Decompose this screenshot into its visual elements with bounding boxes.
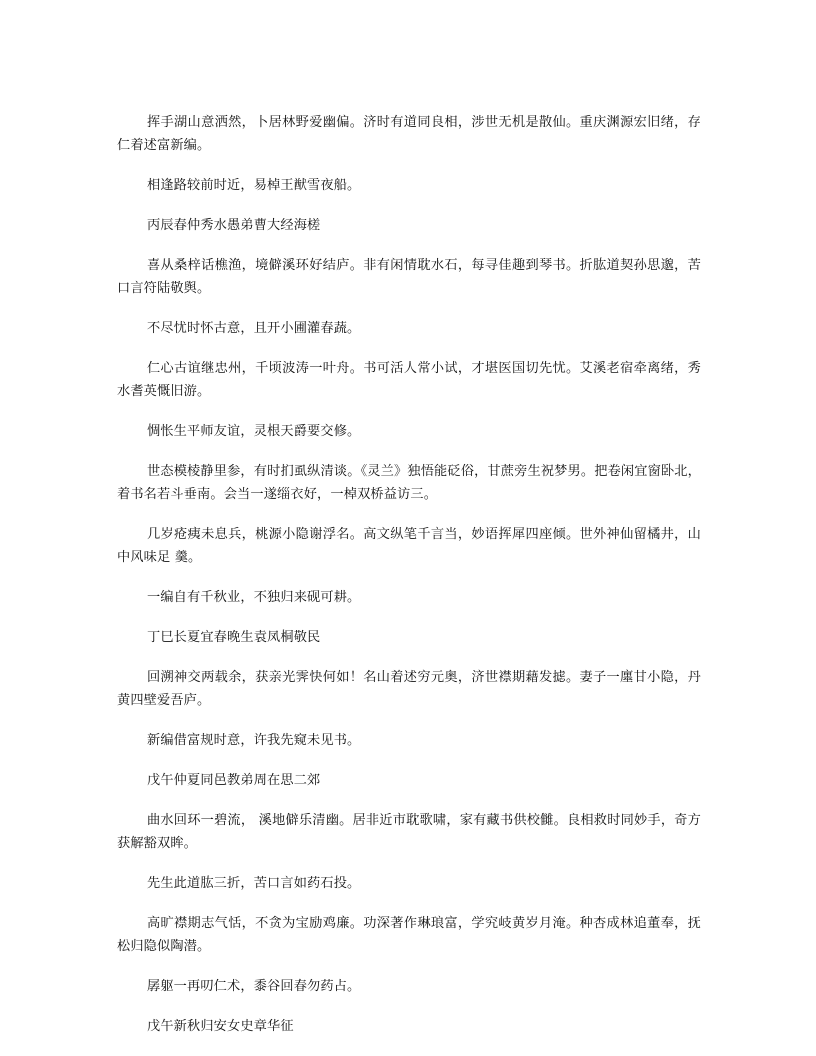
author-signature: 戊午仲夏同邑教弟周在思二郊 [147,773,321,788]
author-signature: 丙辰春仲秀水愚弟曹大经海槎 [147,218,321,233]
poem-paragraph: 曲水回环一碧流， 溪地僻乐清幽。居非近市耽歌啸，家有藏书供校雠。良相救时同妙手，奇方获解豁双眸。 [117,813,701,851]
poem-paragraph: 仁心古谊继忠州，千顷波涛一叶舟。书可活人常小试，才堪医国切先忧。艾溪老宿牵离绪，秀水耆英慨旧游。 [117,361,701,399]
poem-paragraph: 挥手湖山意洒然，卜居林野爱幽偏。济时有道同良相，涉世无机是散仙。重庆渊源宏旧绪，存仁着述富新编。 [117,115,701,153]
author-signature: 戊午新秋归安女史章华征 [147,1019,294,1034]
poem-closing-line: 不尽忧时怀古意，且开小圃灌春蔬。 [147,321,361,336]
poem-closing-line: 一编自有千秋业，不独归来砚可耕。 [147,590,361,605]
poem-closing-line: 惆怅生平师友谊，灵根天爵要交修。 [147,424,361,439]
document-body [117,111,701,1055]
poem-closing-line: 新编借富规时意，许我先窥未见书。 [147,733,361,748]
poem-closing-line: 先生此道肱三折，苦口言如药石投。 [147,876,361,891]
poem-paragraph: 回溯神交两载余，获亲光霁快何如！名山着述穷元奥，济世襟期藉发摅。妻子一廛甘小隐，丹黄四壁爱吾庐。 [117,670,701,708]
poem-paragraph: 几岁疮痍未息兵，桃源小隐谢浮名。高文纵笔千言当，妙语挥犀四座倾。世外神仙留橘井，山中风味足 羹。 [117,527,701,565]
author-signature: 丁巳长夏宜春晚生袁凤桐敬民 [147,630,321,645]
poem-paragraph: 高旷襟期志气恬，不贪为宝励鸡廉。功深著作琳琅富，学究岐黄岁月淹。种杏成林追董奉，抚松归隐似陶潜。 [117,916,701,954]
poem-closing-line: 孱躯一再叨仁术，黍谷回春勿药占。 [147,979,361,994]
poem-paragraph: 世态模棱静里参，有时扪虱纵清谈。《灵兰》独悟能砭俗，甘蔗旁生祝梦男。把卷闲宜窗卧北，着书名若斗垂南。会当一遂缁衣好，一棹双桥益访三。 [117,464,701,502]
poem-paragraph: 喜从桑梓话樵渔，境僻溪环好结庐。非有闲情耽水石，每寻佳趣到琴书。折肱道契孙思邈，苦口言符陆敬舆。 [117,258,701,296]
poem-closing-line: 相逢路较前时近，易棹王猷雪夜船。 [147,178,361,193]
